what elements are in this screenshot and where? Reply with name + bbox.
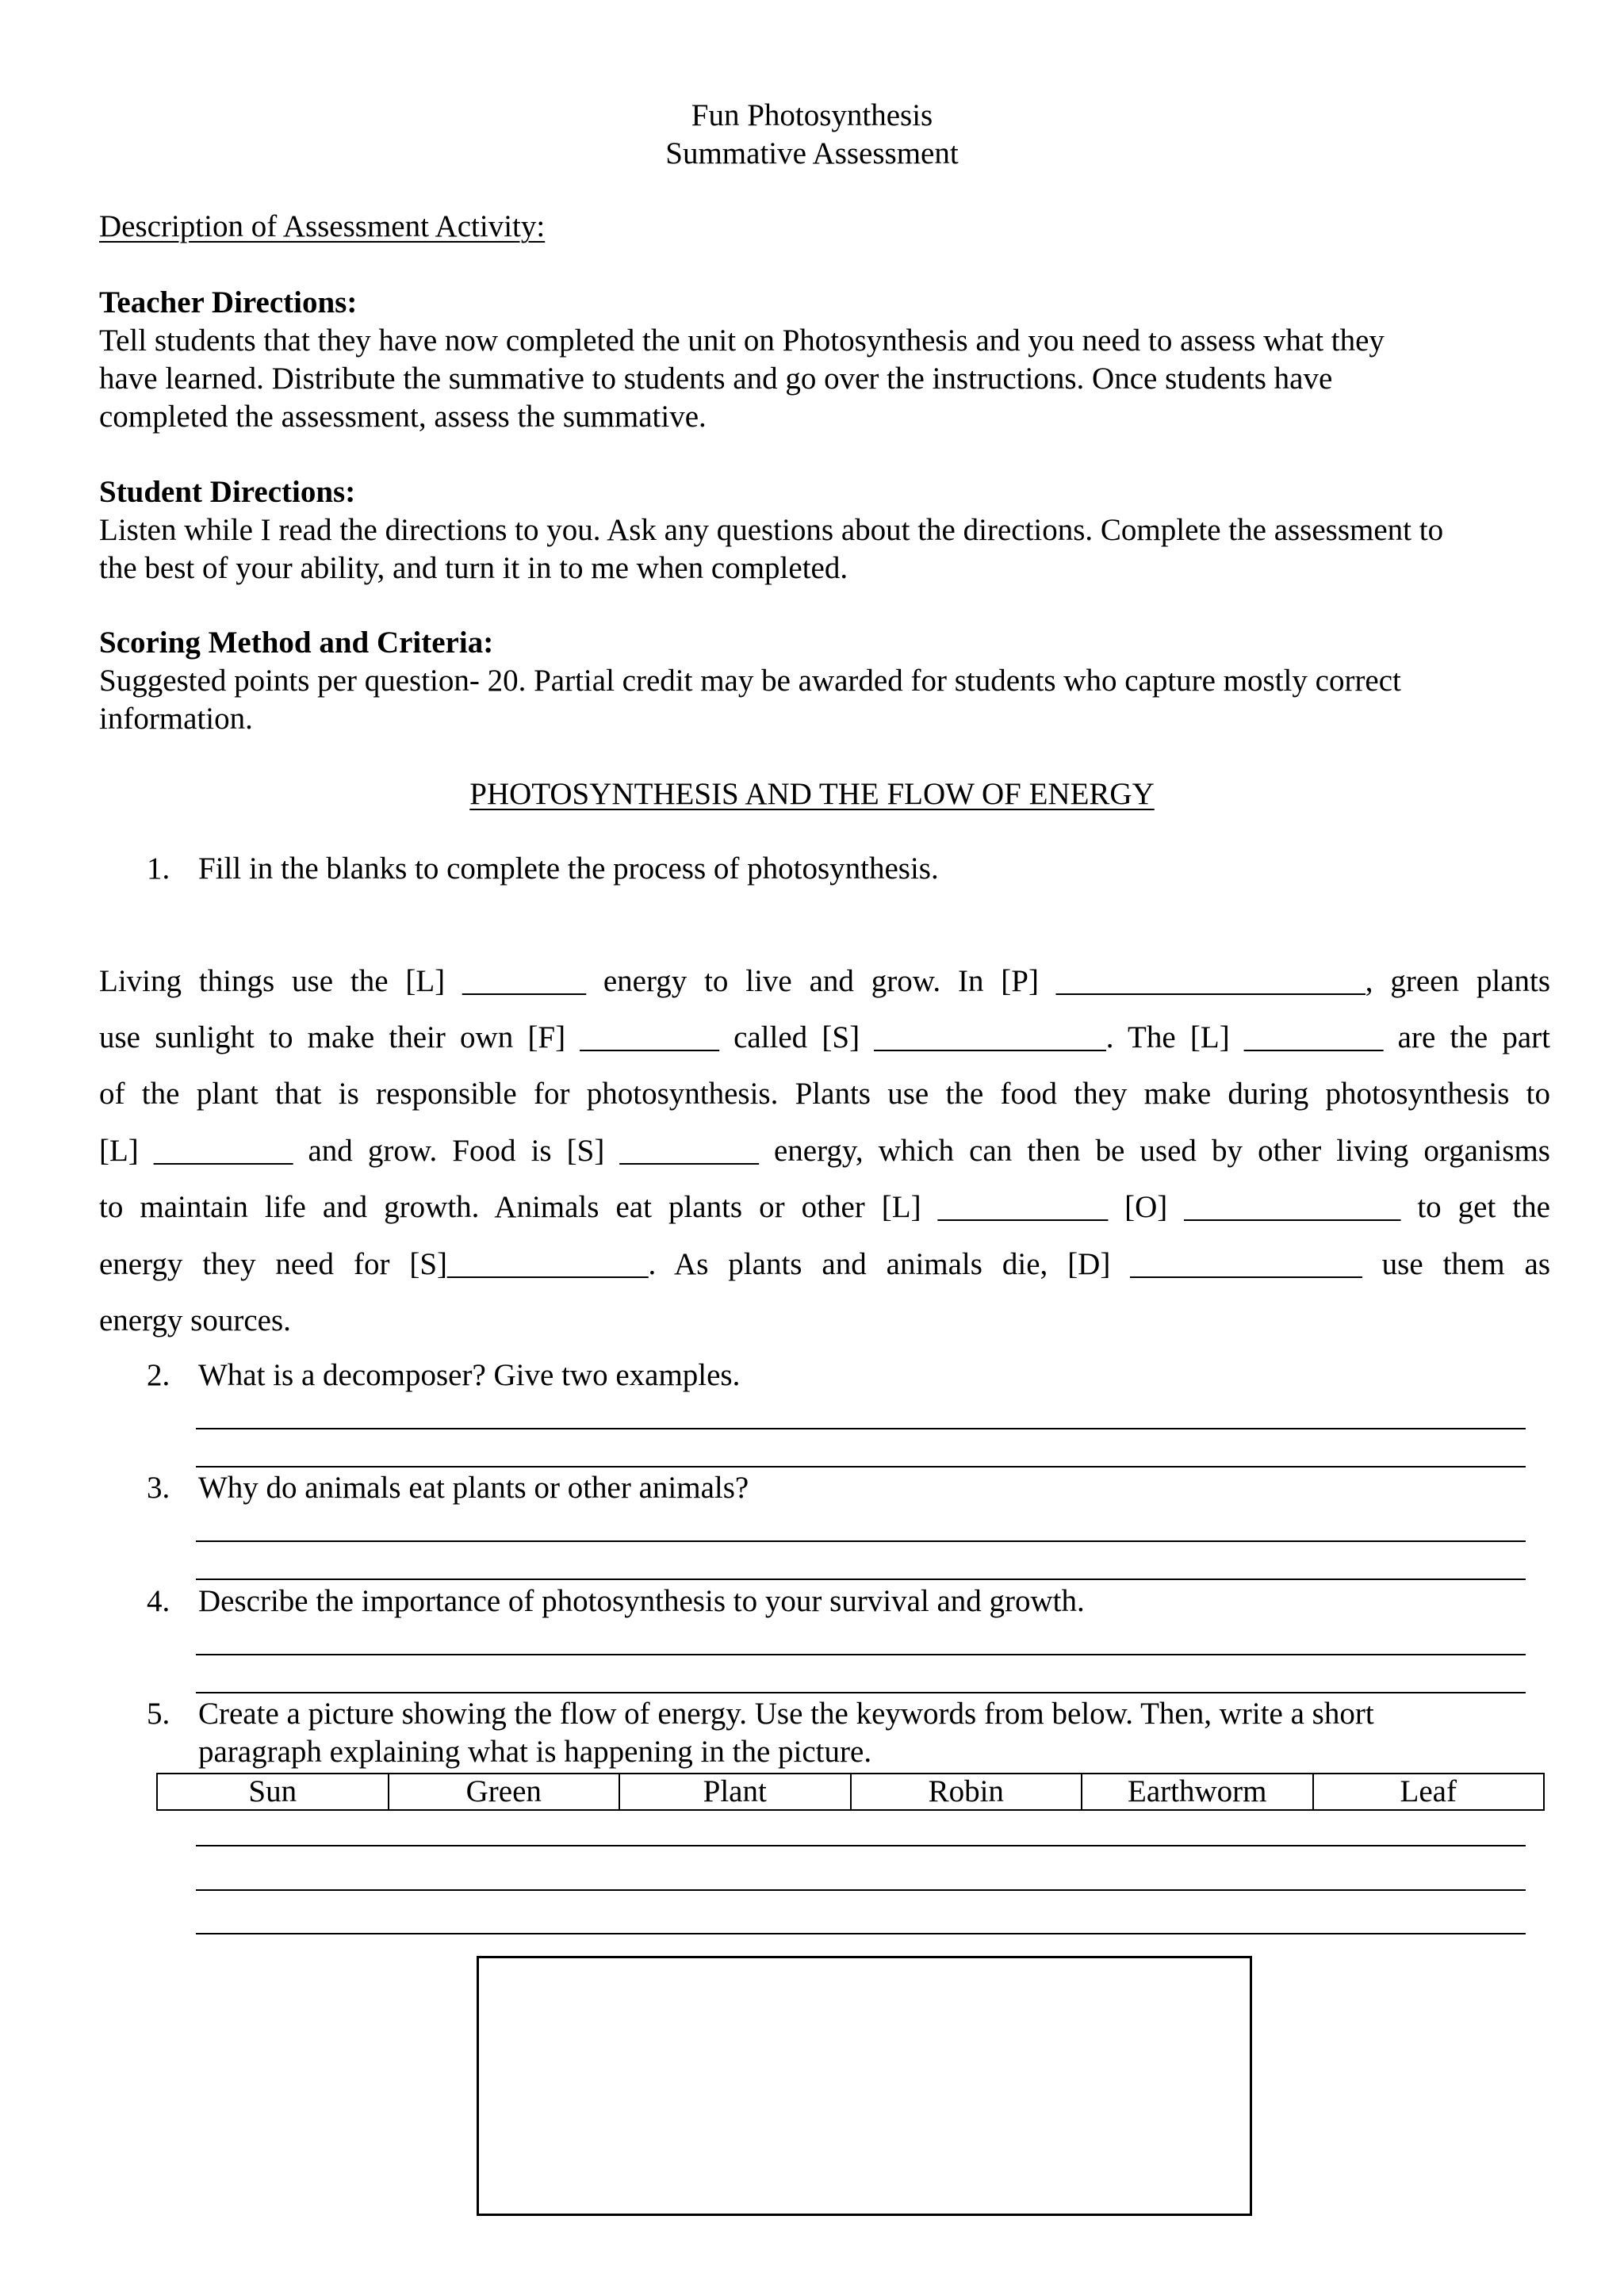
passage-line: use sunlight to make their own [F] _________ called [S] _______________. The [L] _________ are the part (99, 1020, 1550, 1054)
question-number: 4. (147, 1584, 170, 1618)
question-5-text: Create a picture showing the flow of energy. Use the keywords from below. Then, write a short (198, 1697, 1374, 1731)
student-directions-line: the best of your ability, and turn it in to me when completed. (99, 551, 848, 585)
document-title: Fun Photosynthesis (691, 98, 933, 132)
keyword-cell: Earthworm (1082, 1774, 1313, 1810)
question-3-text: Why do animals eat plants or other animals? (198, 1471, 749, 1505)
question-5-text: paragraph explaining what is happening in the picture. (198, 1735, 872, 1769)
document-subtitle: Summative Assessment (665, 136, 959, 170)
answer-line[interactable] (196, 1845, 1526, 1846)
passage-line: energy sources. (99, 1303, 291, 1337)
question-4-text: Describe the importance of photosynthesis to your survival and growth. (198, 1584, 1085, 1618)
question-number: 5. (147, 1697, 170, 1731)
answer-line[interactable] (196, 1889, 1526, 1891)
passage-line: Living things use the [L] ________ energy to live and grow. In [P] ____________________, green plants (99, 964, 1550, 998)
answer-line[interactable] (196, 1428, 1526, 1429)
answer-line[interactable] (196, 1654, 1526, 1655)
section-title: PHOTOSYNTHESIS AND THE FLOW OF ENERGY (469, 777, 1155, 811)
question-number: 1. (147, 851, 170, 886)
passage-line: energy they need for [S]_____________. As plants and animals die, [D] _______________ use them as (99, 1247, 1550, 1281)
answer-line[interactable] (196, 1692, 1526, 1693)
description-heading: Description of Assessment Activity: (99, 209, 546, 243)
answer-line[interactable] (196, 1466, 1526, 1468)
passage-line: [L] _________ and grow. Food is [S] _________ energy, which can then be used by other living organisms (99, 1134, 1550, 1168)
question-number: 3. (147, 1471, 170, 1505)
answer-line[interactable] (196, 1933, 1526, 1934)
scoring-heading: Scoring Method and Criteria: (99, 626, 494, 660)
keyword-row (157, 1774, 1544, 1810)
keyword-cell: Sun (157, 1774, 389, 1810)
student-directions-line: Listen while I read the directions to you. Ask any questions about the directions. Complete the assessment to (99, 513, 1444, 547)
passage-line: to maintain life and growth. Animals eat plants or other [L] ___________ [O] ______________ to get the (99, 1190, 1550, 1224)
keyword-cell: Leaf (1313, 1774, 1545, 1810)
passage-line: of the plant that is responsible for photosynthesis. Plants use the food they make during photosynthesis to (99, 1077, 1550, 1111)
teacher-directions-line: have learned. Distribute the summative to students and go over the instructions. Once students have (99, 362, 1333, 396)
question-2-text: What is a decomposer? Give two examples. (198, 1358, 741, 1392)
keyword-cell: Robin (851, 1774, 1082, 1810)
teacher-directions-heading: Teacher Directions: (99, 285, 358, 320)
question-number: 2. (147, 1358, 170, 1392)
answer-line[interactable] (196, 1540, 1526, 1542)
keyword-cell: Plant (619, 1774, 851, 1810)
student-directions-heading: Student Directions: (99, 475, 356, 509)
keyword-cell: Green (389, 1774, 620, 1810)
teacher-directions-line: Tell students that they have now completed the unit on Photosynthesis and you need to assess what they (99, 323, 1385, 358)
drawing-box[interactable] (477, 1956, 1252, 2216)
question-1-text: Fill in the blanks to complete the process of photosynthesis. (198, 851, 939, 886)
teacher-directions-line: completed the assessment, assess the summative. (99, 400, 707, 434)
keyword-table (156, 1773, 1545, 1811)
answer-line[interactable] (196, 1578, 1526, 1580)
scoring-line: Suggested points per question- 20. Partial credit may be awarded for students who capture mostly correct (99, 664, 1401, 698)
scoring-line: information. (99, 702, 253, 736)
